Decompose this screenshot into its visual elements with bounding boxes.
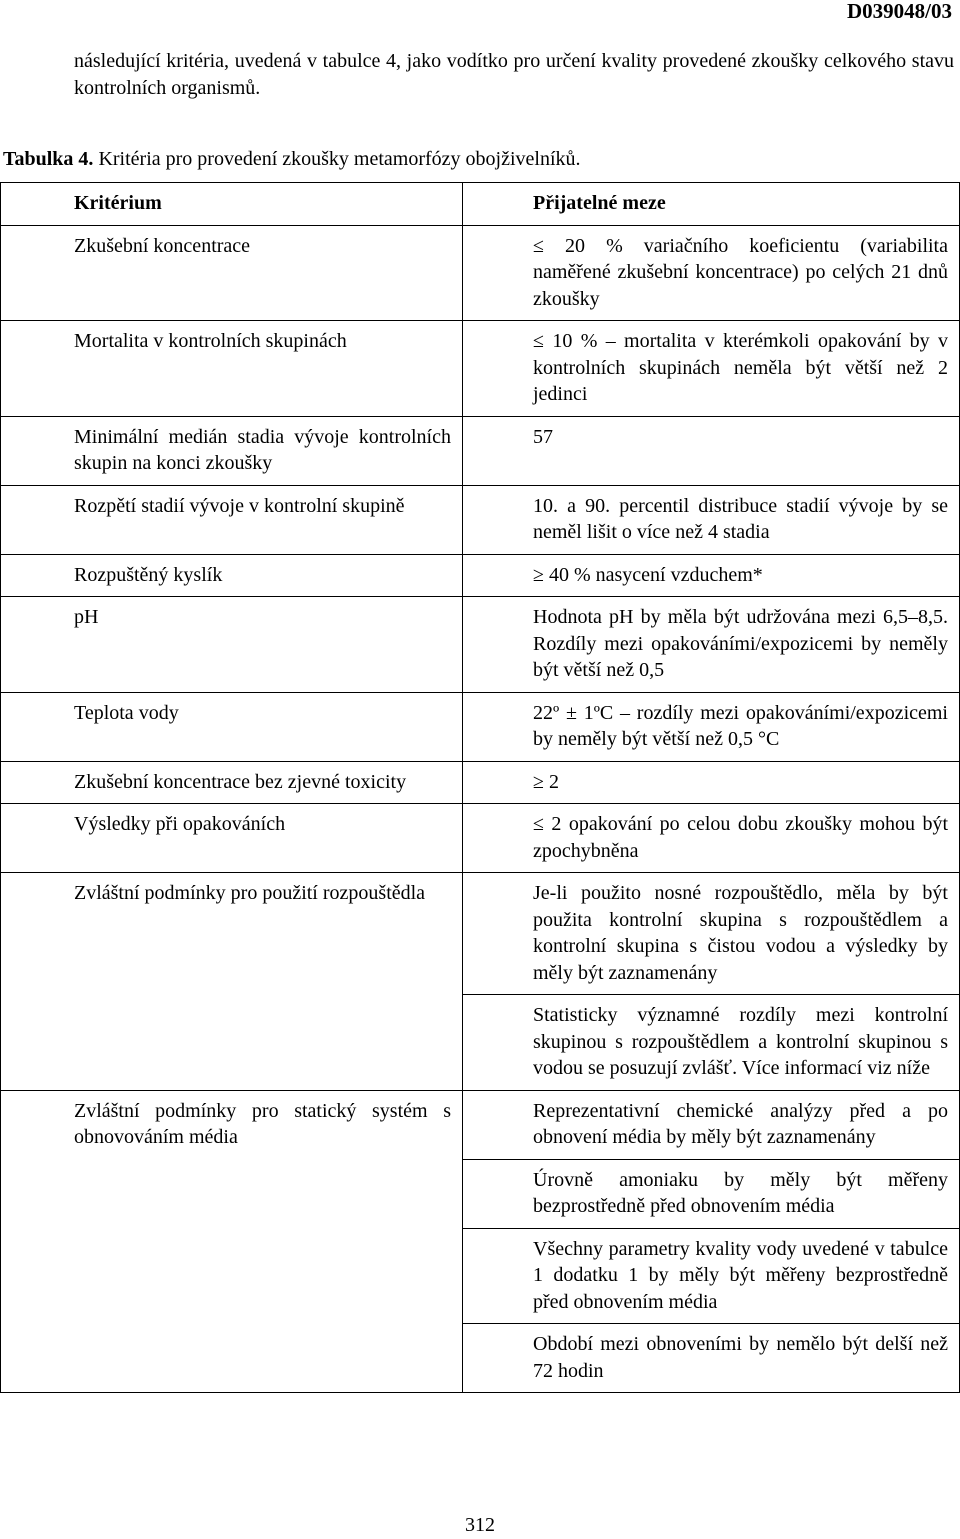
- criterion-cell: Výsledky při opakováních: [1, 804, 463, 873]
- limit-cell: Hodnota pH by měla být udržována mezi 6,5–8,5. Rozdíly mezi opakováními/expozicemi by neměly být větší než 0,5: [463, 597, 960, 693]
- header-limits: Přijatelné meze: [463, 183, 960, 226]
- table-caption-text: Kritéria pro provedení zkoušky metamorfózy obojživelníků.: [93, 148, 581, 170]
- limit-cell: ≤ 2 opakování po celou dobu zkoušky mohou být zpochybněna: [463, 804, 960, 873]
- criterion-cell: Zkušební koncentrace bez zjevné toxicity: [1, 761, 463, 804]
- table-row: [1, 225, 960, 321]
- criterion-cell: Rozpuštěný kyslík: [1, 554, 463, 597]
- limit-cell: Období mezi obnoveními by nemělo být delší než 72 hodin: [463, 1324, 960, 1393]
- table-body: [1, 225, 960, 1393]
- table-header-row: [1, 183, 960, 226]
- table-caption-label: Tabulka 4.: [3, 148, 94, 170]
- intro-paragraph: následující kritéria, uvedená v tabulce 4, jako vodítko pro určení kvality provedené zkoušky celkového stavu kontrolních organismů.: [74, 50, 954, 99]
- table-row: [1, 692, 960, 761]
- criterion-cell: pH: [1, 597, 463, 693]
- header-criterion: Kritérium: [1, 183, 463, 226]
- criteria-table: [0, 182, 960, 1393]
- table-row: [1, 873, 960, 995]
- table-row: [1, 804, 960, 873]
- limit-cell: ≤ 20 % variačního koeficientu (variabilita naměřené zkušební koncentrace) po celých 21 dnů zkoušky: [463, 225, 960, 321]
- limit-cell: 22º ± 1ºC – rozdíly mezi opakováními/expozicemi by neměly být větší než 0,5 °C: [463, 692, 960, 761]
- limit-cell: Je-li použito nosné rozpouštědlo, měla by být použita kontrolní skupina s rozpouštědlem a kontrolní skupina s čistou vodou a výsledky by měly být zaznamenány: [463, 873, 960, 995]
- limit-cell: Statisticky významné rozdíly mezi kontrolní skupinou s rozpouštědlem a kontrolní skupinou s vodou se posuzují zvlášť. Více informací viz níže: [463, 995, 960, 1091]
- table-row: [1, 416, 960, 485]
- criterion-cell: Zkušební koncentrace: [1, 225, 463, 321]
- limit-cell: 57: [463, 416, 960, 485]
- document-id: D039048/03: [847, 0, 952, 23]
- limit-cell: 10. a 90. percentil distribuce stadií vývoje by se neměl lišit o více než 4 stadia: [463, 485, 960, 554]
- limit-cell: ≤ 10 % – mortalita v kterémkoli opakování by v kontrolních skupinách neměla být větší než 2 jedinci: [463, 321, 960, 417]
- criterion-cell: Zvláštní podmínky pro použití rozpouštědla: [1, 873, 463, 1091]
- limit-cell: Všechny parametry kvality vody uvedené v tabulce 1 dodatku 1 by měly být měřeny bezprostředně před obnovením média: [463, 1228, 960, 1324]
- limit-cell: Reprezentativní chemické analýzy před a po obnovení média by měly být zaznamenány: [463, 1090, 960, 1159]
- criterion-cell: Minimální medián stadia vývoje kontrolních skupin na konci zkoušky: [1, 416, 463, 485]
- table-caption: [3, 146, 581, 173]
- criterion-cell: Rozpětí stadií vývoje v kontrolní skupině: [1, 485, 463, 554]
- table-row: [1, 597, 960, 693]
- table-row: [1, 321, 960, 417]
- limit-cell: ≥ 40 % nasycení vzduchem*: [463, 554, 960, 597]
- limit-cell: Úrovně amoniaku by měly být měřeny bezprostředně před obnovením média: [463, 1159, 960, 1228]
- table-row: [1, 554, 960, 597]
- criterion-cell: Mortalita v kontrolních skupinách: [1, 321, 463, 417]
- criterion-cell: Teplota vody: [1, 692, 463, 761]
- table-row: [1, 1090, 960, 1159]
- page-number: 312: [465, 1514, 495, 1536]
- table-row: [1, 485, 960, 554]
- criterion-cell: Zvláštní podmínky pro statický systém s obnovováním média: [1, 1090, 463, 1393]
- limit-cell: ≥ 2: [463, 761, 960, 804]
- table-row: [1, 761, 960, 804]
